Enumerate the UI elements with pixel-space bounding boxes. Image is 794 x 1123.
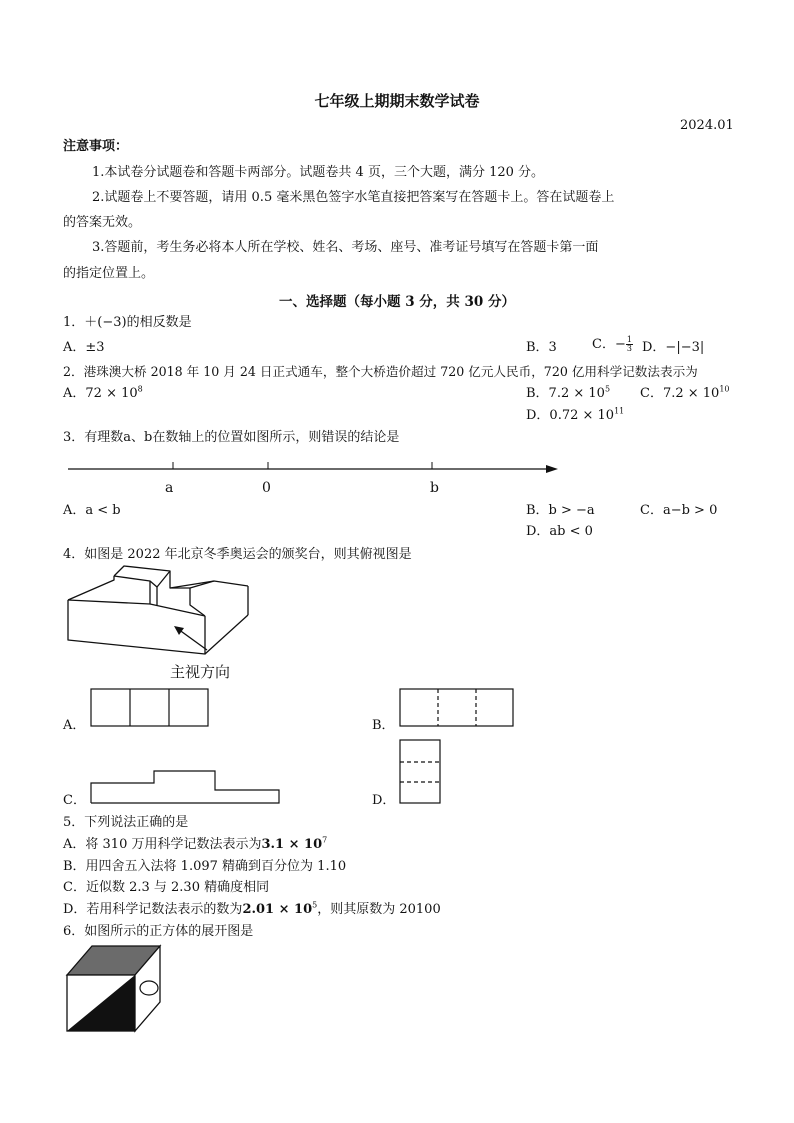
q1-option-b: B．3	[526, 340, 557, 355]
q5-option-a-base: 3.1 × 10	[261, 837, 323, 852]
q2-option-d-base: D．0.72 × 10	[526, 408, 615, 423]
q5-option-d-tail: ，则其原数为 20100	[317, 902, 441, 917]
q5-option-c: C．近似数 2.3 与 2.30 精确度相同	[63, 880, 270, 895]
axis-label-b: b	[430, 480, 439, 496]
cube-right-circle	[140, 981, 158, 995]
q3-option-c: C．a−b > 0	[640, 503, 718, 518]
q4-option-b-label: B．	[372, 718, 395, 733]
q2-option-d-exp: 11	[614, 406, 625, 416]
notice-item-2-line-2: 的答案无效。	[63, 215, 142, 230]
q5-option-a-text: A．将 310 万用科学记数法表示为	[63, 837, 262, 852]
q1-option-c-prefix: C．−	[592, 337, 626, 352]
q5-option-d-text: D．若用科学记数法表示的数为	[63, 902, 243, 917]
axis-label-a: a	[165, 480, 174, 496]
q5-option-d-base: 2.01 × 10	[242, 902, 313, 917]
q2-option-b-exp: 5	[604, 384, 611, 394]
section-1-title: 一、选择题（每小题 3 分，共 30 分）	[279, 294, 515, 310]
q3-option-d: D．ab < 0	[526, 524, 593, 539]
q4-option-a-label: A．	[63, 718, 86, 733]
q2-option-c-base: C．7.2 × 10	[640, 386, 720, 401]
q2-option-a-exp: 8	[137, 384, 143, 394]
q1-option-c-denominator: 3	[626, 344, 632, 353]
axis-label-zero: 0	[262, 480, 271, 496]
q4-option-c-label: C．	[63, 793, 86, 808]
q1-option-a: A．±3	[63, 340, 105, 355]
exam-date: 2024.01	[680, 118, 734, 133]
q6-stem: 6．如图所示的正方体的展开图是	[63, 924, 254, 939]
notice-item-3-line-1: 3.答题前，考生务必将本人所在学校、姓名、考场、座号、准考证号填写在答题卡第一面	[92, 240, 599, 255]
q4-option-d-label: D．	[372, 793, 396, 808]
q3-option-a: A．a < b	[63, 503, 121, 518]
q5-stem: 5．下列说法正确的是	[63, 815, 189, 830]
q1-option-d: D．−|−3|	[642, 340, 705, 355]
q5-option-b: B．用四舍五入法将 1.097 精确到百分位为 1.10	[63, 859, 347, 874]
q3-stem: 3．有理数a、b在数轴上的位置如图所示，则错误的结论是	[63, 430, 400, 445]
q5-option-d-exp: 5	[312, 900, 318, 910]
q3-option-b: B．b > −a	[526, 503, 595, 518]
q4-stem: 4．如图是 2022 年北京冬季奥运会的颁奖台，则其俯视图是	[63, 547, 412, 562]
notice-item-1: 1.本试卷分试题卷和答题卡两部分。试题卷共 4 页，三个大题，满分 120 分。	[92, 165, 545, 180]
notice-item-3-line-2: 的指定位置上。	[63, 266, 155, 281]
q5-option-a-exp: 7	[322, 835, 328, 845]
q2-option-b-base: B．7.2 × 10	[526, 386, 605, 401]
q2-stem: 2．港珠澳大桥 2018 年 10 月 24 日正式通车，整个大桥造价超过 720 亿元人民币，720 亿用科学记数法表示为	[63, 364, 698, 379]
q1-stem: 1．＋(−3)的相反数是	[63, 315, 192, 330]
q2-option-a-base: A．72 × 10	[63, 386, 138, 401]
q1-option-c-numerator: 1	[626, 335, 632, 344]
view-direction-label: 主视方向	[170, 663, 231, 681]
notice-item-2-line-1: 2.试题卷上不要答题，请用 0.5 毫米黑色签字水笔直接把答案写在答题卡上。答在试题卷上	[92, 190, 615, 205]
q2-option-c-exp: 10	[719, 384, 730, 394]
notice-heading: 注意事项：	[63, 139, 129, 154]
page-title: 七年级上期期末数学试卷	[314, 92, 480, 110]
